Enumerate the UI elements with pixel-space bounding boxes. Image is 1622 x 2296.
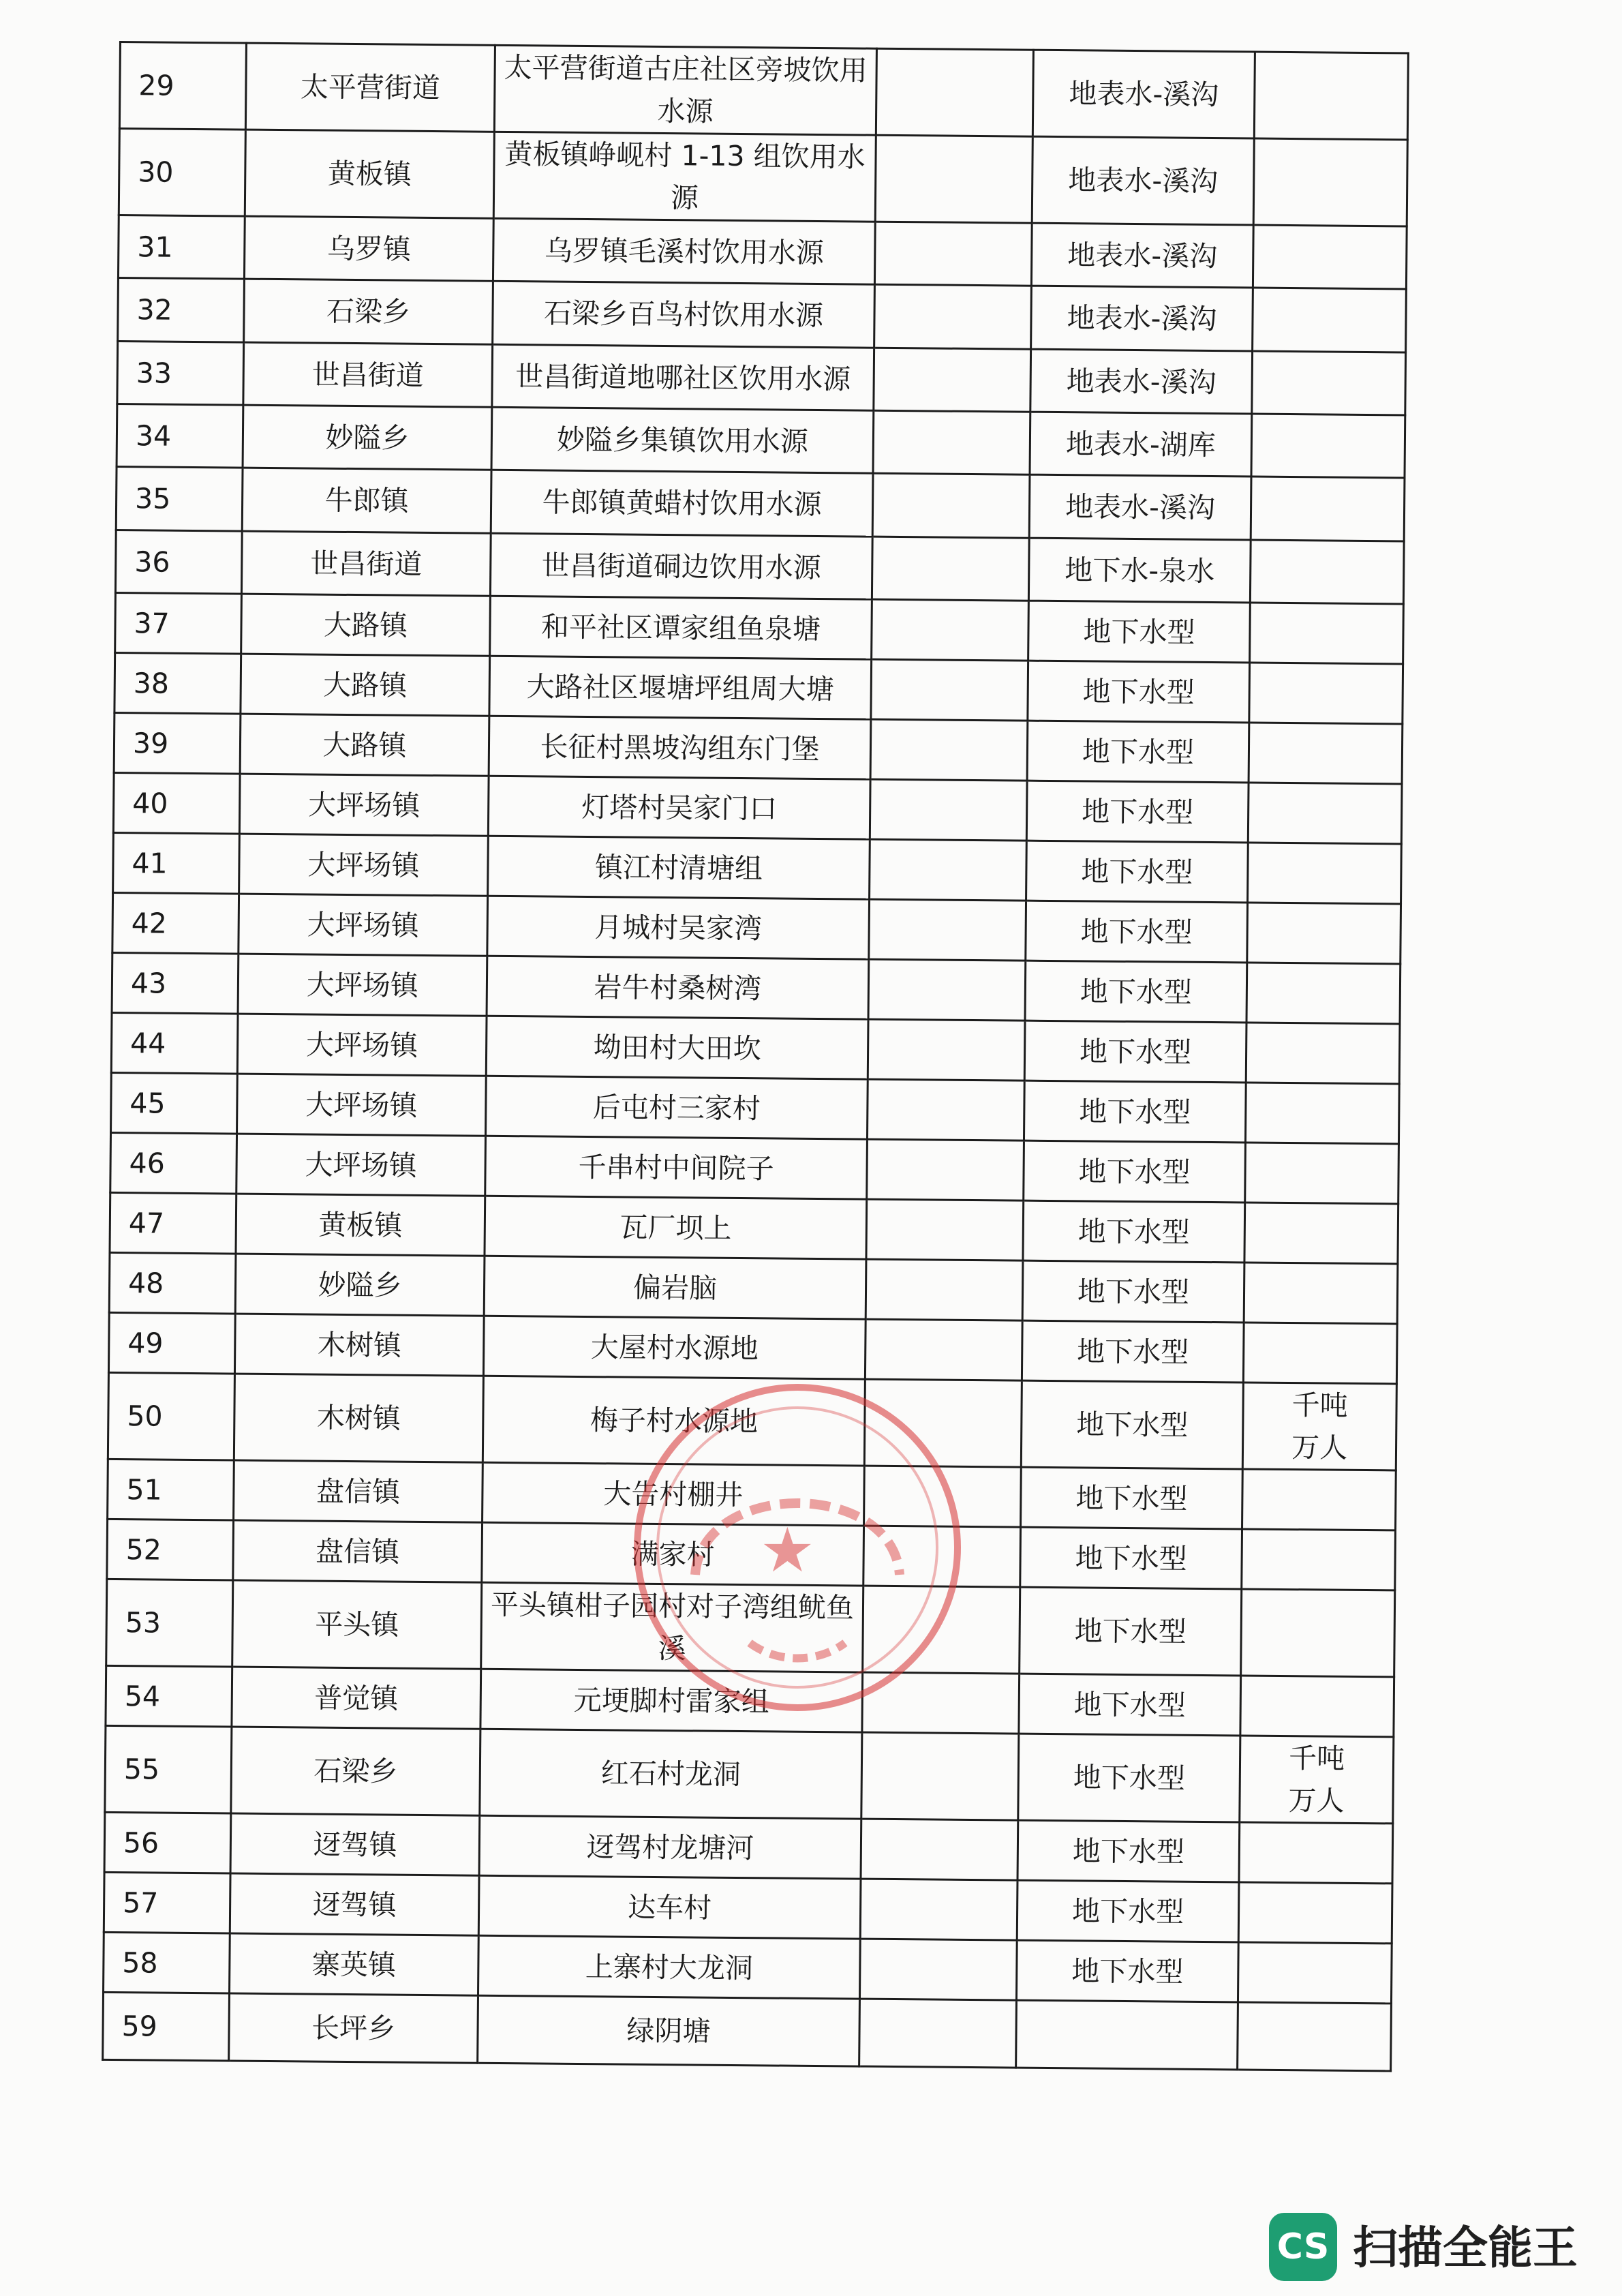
- table-row: [112, 952, 1401, 1023]
- cell-scale: [1250, 603, 1404, 664]
- table-row: [110, 1192, 1398, 1263]
- table-row: [119, 42, 1408, 140]
- cell-number: 31: [118, 215, 245, 280]
- cell-scale: [1252, 351, 1406, 415]
- cell-town: 普觉镇: [232, 1667, 481, 1729]
- cell-number: 57: [104, 1872, 230, 1933]
- cell-source-type: 地表水-溪沟: [1030, 349, 1253, 414]
- cell-source-type: 地下水-泉水: [1028, 538, 1251, 603]
- table-wrapper: [102, 41, 1407, 2072]
- cell-location: 和平社区谭家组鱼泉塘: [490, 596, 872, 659]
- cell-number: 37: [115, 592, 242, 654]
- cell-blank: [874, 222, 1032, 286]
- cell-source-type: 地下水型: [1019, 1674, 1241, 1736]
- cell-location: 元埂脚村雷家组: [480, 1669, 863, 1732]
- cell-scale: 千吨 万人: [1240, 1736, 1394, 1824]
- cell-scale: [1251, 477, 1405, 541]
- cell-scale: [1243, 1323, 1397, 1384]
- camscanner-logo-icon: CS: [1269, 2213, 1337, 2281]
- cell-number: 42: [112, 892, 239, 954]
- table-row: [113, 832, 1402, 903]
- cell-location: 坳田村大田坎: [486, 1016, 868, 1079]
- table-row: [108, 1459, 1396, 1530]
- cell-town: 大路镇: [241, 594, 491, 656]
- cell-source-type: 地下水型: [1026, 781, 1249, 843]
- cell-number: 59: [103, 1992, 230, 2061]
- cell-source-type: 地表水-湖库: [1030, 412, 1252, 477]
- cell-blank: [863, 1586, 1020, 1674]
- cell-location: 岩牛村桑树湾: [487, 956, 869, 1019]
- cell-scale: [1249, 663, 1403, 724]
- cell-source-type: 地下水型: [1021, 1467, 1243, 1529]
- cell-blank: [869, 899, 1026, 961]
- cell-source-type: 地下水型: [1024, 1021, 1246, 1083]
- cell-source-type: 地下水型: [1016, 1940, 1238, 2002]
- cell-town: 大坪场镇: [239, 774, 489, 836]
- cell-town: 黄板镇: [236, 1194, 485, 1256]
- cell-location: 长征村黑坡沟组东门堡: [489, 716, 871, 779]
- table-row: [118, 215, 1407, 289]
- table-row: [114, 652, 1403, 723]
- cell-blank: [870, 719, 1028, 781]
- table-row: [111, 1072, 1400, 1143]
- cell-town: 木树镇: [234, 1374, 483, 1462]
- cell-scale: [1242, 1529, 1396, 1590]
- cell-source-type: 地表水-溪沟: [1031, 286, 1253, 351]
- cell-source-type: 地下水型: [1028, 661, 1250, 723]
- table-row: [103, 1992, 1392, 2070]
- cell-number: 34: [117, 404, 243, 468]
- table-row: [119, 129, 1407, 226]
- cell-scale: [1253, 138, 1407, 226]
- cell-source-type: 地表水-溪沟: [1031, 223, 1253, 288]
- cell-number: 55: [105, 1725, 232, 1813]
- cell-source-type: 地下水型: [1021, 1380, 1243, 1469]
- cell-blank: [875, 135, 1032, 223]
- cell-location: 瓦厂坝上: [485, 1196, 867, 1259]
- cell-number: 35: [116, 466, 243, 531]
- cell-location: 灯塔村吴家门口: [488, 776, 870, 839]
- cell-source-type: [1016, 2000, 1238, 2070]
- table-row: [105, 1725, 1394, 1823]
- cell-source-type: 地下水型: [1022, 1320, 1244, 1383]
- cell-blank: [859, 1999, 1017, 2068]
- cell-blank: [872, 599, 1029, 661]
- cell-blank: [867, 1139, 1024, 1200]
- cell-town: 石梁乡: [244, 279, 493, 344]
- cell-source-type: 地表水-溪沟: [1032, 136, 1254, 225]
- table-row: [116, 466, 1405, 541]
- cell-town: 盘信镇: [234, 1460, 483, 1522]
- table-row: [111, 1012, 1400, 1083]
- cell-blank: [861, 1819, 1018, 1880]
- cell-town: 大路镇: [240, 714, 489, 776]
- cell-location: 大屋村水源地: [483, 1316, 866, 1379]
- table-row: [104, 1932, 1392, 2003]
- cell-number: 49: [108, 1312, 235, 1374]
- cell-scale: [1253, 225, 1407, 289]
- cell-town: 黄板镇: [245, 130, 494, 218]
- cell-location: 梅子村水源地: [483, 1376, 865, 1466]
- cell-town: 大坪场镇: [237, 1074, 487, 1136]
- cell-blank: [860, 1879, 1017, 1940]
- table-row: [109, 1252, 1398, 1323]
- cell-source-type: 地下水型: [1024, 1141, 1246, 1203]
- table-row: [113, 772, 1402, 843]
- cell-blank: [864, 1379, 1022, 1467]
- cell-scale: 千吨 万人: [1242, 1383, 1396, 1470]
- cell-scale: [1238, 1942, 1392, 2004]
- cell-location: 红石村龙洞: [480, 1729, 862, 1819]
- cell-location: 偏岩脑: [484, 1256, 866, 1319]
- cell-scale: [1239, 1822, 1393, 1884]
- cell-scale: [1253, 288, 1407, 352]
- cell-scale: [1251, 414, 1405, 478]
- cell-blank: [874, 284, 1032, 349]
- table-row: [108, 1372, 1396, 1470]
- cell-town: 大坪场镇: [238, 954, 487, 1016]
- table-body: [103, 42, 1409, 2071]
- cell-number: 54: [106, 1665, 232, 1727]
- cell-blank: [873, 410, 1030, 474]
- cell-location: 镇江村清塘组: [488, 836, 870, 899]
- cell-town: 迓驾镇: [230, 1873, 479, 1935]
- cell-number: 33: [117, 341, 244, 405]
- cell-number: 48: [109, 1252, 236, 1314]
- cell-town: 石梁乡: [231, 1727, 480, 1815]
- cell-town: 世昌街道: [241, 531, 491, 596]
- cell-location: 达车村: [478, 1875, 861, 1939]
- table-row: [104, 1812, 1393, 1883]
- cell-number: 30: [119, 129, 245, 217]
- cell-location: 上寨村大龙洞: [478, 1935, 860, 1999]
- cell-town: 木树镇: [234, 1314, 484, 1376]
- cell-town: 寨英镇: [230, 1933, 479, 1995]
- cell-town: 大坪场镇: [236, 1134, 486, 1196]
- cell-number: 36: [115, 530, 242, 594]
- table-row: [107, 1519, 1396, 1590]
- cell-scale: [1245, 1143, 1399, 1204]
- cell-source-type: 地表水-溪沟: [1029, 474, 1251, 540]
- cell-location: 牛郎镇黄蜡村饮用水源: [491, 470, 873, 537]
- cell-scale: [1241, 1589, 1395, 1677]
- cell-blank: [859, 1939, 1017, 2000]
- cell-number: 44: [111, 1012, 238, 1074]
- cell-source-type: 地下水型: [1022, 1260, 1244, 1323]
- seal-star-icon: ★: [760, 1515, 815, 1586]
- cell-blank: [865, 1319, 1022, 1380]
- cell-number: 47: [110, 1192, 236, 1254]
- cell-blank: [876, 48, 1033, 136]
- cell-town: 太平营街道: [245, 43, 495, 132]
- table-row: [117, 341, 1406, 414]
- cell-number: 46: [110, 1132, 237, 1194]
- cell-blank: [862, 1672, 1020, 1734]
- cell-town: 牛郎镇: [242, 468, 491, 533]
- table-row: [117, 404, 1405, 477]
- cell-blank: [863, 1526, 1021, 1587]
- cell-source-type: 地下水型: [1026, 901, 1248, 963]
- cell-scale: [1246, 963, 1401, 1024]
- cell-town: 大坪场镇: [237, 1014, 487, 1076]
- cell-location: 乌罗镇毛溪村饮用水源: [493, 218, 875, 284]
- cell-scale: [1248, 783, 1402, 844]
- table-row: [118, 277, 1407, 352]
- cell-scale: [1242, 1469, 1396, 1530]
- table-row: [110, 1132, 1399, 1203]
- cell-source-type: 地下水型: [1026, 841, 1249, 903]
- cell-town: 妙隘乡: [243, 405, 492, 470]
- cell-blank: [872, 537, 1029, 601]
- cell-source-type: 地下水型: [1017, 1880, 1239, 1942]
- cell-scale: [1244, 1203, 1398, 1264]
- cell-source-type: 地下水型: [1027, 721, 1249, 783]
- cell-number: 38: [114, 652, 241, 714]
- cell-source-type: 地下水型: [1024, 1081, 1246, 1143]
- cell-number: 39: [114, 712, 241, 774]
- cell-scale: [1238, 1882, 1392, 1944]
- cell-town: 迓驾镇: [230, 1813, 480, 1875]
- cell-blank: [867, 1079, 1024, 1141]
- cell-scale: [1244, 1263, 1398, 1324]
- cell-scale: [1249, 723, 1403, 784]
- cell-number: 52: [107, 1519, 234, 1580]
- cell-blank: [868, 959, 1026, 1021]
- cell-scale: [1247, 903, 1401, 964]
- cell-number: 43: [112, 952, 239, 1014]
- cell-number: 32: [118, 277, 245, 342]
- cell-town: 大路镇: [241, 654, 490, 716]
- table-row: [104, 1872, 1392, 1943]
- cell-source-type: 地下水型: [1023, 1200, 1245, 1263]
- cell-blank: [861, 1732, 1019, 1820]
- cell-source-type: 地下水型: [1018, 1734, 1240, 1822]
- cell-location: 后屯村三家村: [486, 1076, 868, 1139]
- cell-number: 56: [104, 1812, 231, 1873]
- cell-scale: [1246, 1023, 1400, 1084]
- table-row: [106, 1665, 1394, 1736]
- table-row: [115, 592, 1404, 663]
- cell-number: 41: [113, 832, 240, 894]
- table-row: [112, 892, 1401, 963]
- cell-town: 乌罗镇: [244, 216, 493, 281]
- cell-location: 迓驾村龙塘河: [479, 1815, 861, 1879]
- cell-number: 45: [111, 1072, 238, 1134]
- cell-number: 50: [108, 1372, 234, 1460]
- cell-location: 平头镇柑子园村对子湾组鱿鱼溪: [481, 1582, 863, 1672]
- table-row: [106, 1579, 1395, 1676]
- cell-town: 大坪场镇: [239, 834, 489, 896]
- cell-town: 长坪乡: [229, 1993, 478, 2063]
- camscanner-watermark-text: 扫描全能王: [1353, 2222, 1578, 2274]
- cell-blank: [866, 1259, 1023, 1320]
- cell-location: 千串村中间院子: [485, 1136, 868, 1199]
- cell-town: 平头镇: [232, 1580, 482, 1669]
- cell-number: 53: [106, 1579, 233, 1667]
- cell-scale: [1248, 843, 1402, 904]
- cell-town: 大坪场镇: [239, 894, 488, 956]
- cell-location: 大路社区堰塘坪组周大塘: [489, 656, 872, 719]
- cell-blank: [868, 1019, 1025, 1081]
- cell-number: 29: [119, 42, 246, 130]
- cell-source-type: 地下水型: [1025, 961, 1247, 1023]
- water-source-table: [102, 41, 1409, 2072]
- cell-scale: [1240, 1676, 1394, 1737]
- cell-location: 妙隘乡集镇饮用水源: [491, 407, 874, 473]
- cell-blank: [872, 473, 1030, 538]
- cell-scale: [1254, 52, 1408, 140]
- cell-location: 大告村棚井: [483, 1462, 865, 1526]
- cell-blank: [864, 1466, 1022, 1527]
- cell-scale: [1238, 2002, 1392, 2071]
- cell-number: 58: [104, 1932, 230, 1993]
- cell-blank: [866, 1199, 1024, 1260]
- cell-scale: [1245, 1083, 1399, 1144]
- cell-town: 世昌街道: [243, 342, 493, 407]
- cell-source-type: 地下水型: [1020, 1587, 1242, 1676]
- cell-location: 世昌街道硐边饮用水源: [490, 533, 872, 599]
- cell-source-type: 地下水型: [1020, 1527, 1242, 1589]
- cell-location: 月城村吴家湾: [487, 896, 870, 959]
- table-row: [108, 1312, 1397, 1383]
- cell-location: 绿阴塘: [478, 1995, 860, 2066]
- cell-location: 黄板镇峥岘村 1-13 组饮用水源: [493, 132, 876, 222]
- cell-source-type: 地表水-溪沟: [1032, 50, 1255, 138]
- cell-location: 满家村: [482, 1522, 864, 1586]
- cell-blank: [870, 839, 1027, 901]
- cell-number: 51: [108, 1459, 234, 1520]
- cell-number: 40: [113, 772, 240, 834]
- cell-location: 石梁乡百鸟村饮用水源: [493, 281, 875, 348]
- cell-town: 妙隘乡: [235, 1254, 485, 1316]
- cell-town: 盘信镇: [233, 1520, 483, 1582]
- cell-blank: [871, 659, 1028, 721]
- table-row: [114, 712, 1403, 783]
- cell-blank: [874, 348, 1031, 412]
- cell-scale: [1250, 540, 1404, 604]
- cell-source-type: 地下水型: [1017, 1820, 1240, 1882]
- cell-blank: [870, 779, 1027, 841]
- cell-source-type: 地下水型: [1028, 601, 1251, 663]
- cell-location: 世昌街道地哪社区饮用水源: [492, 344, 874, 410]
- cell-location: 太平营街道古庄社区旁坡饮用水源: [494, 45, 876, 135]
- table-row: [115, 530, 1404, 603]
